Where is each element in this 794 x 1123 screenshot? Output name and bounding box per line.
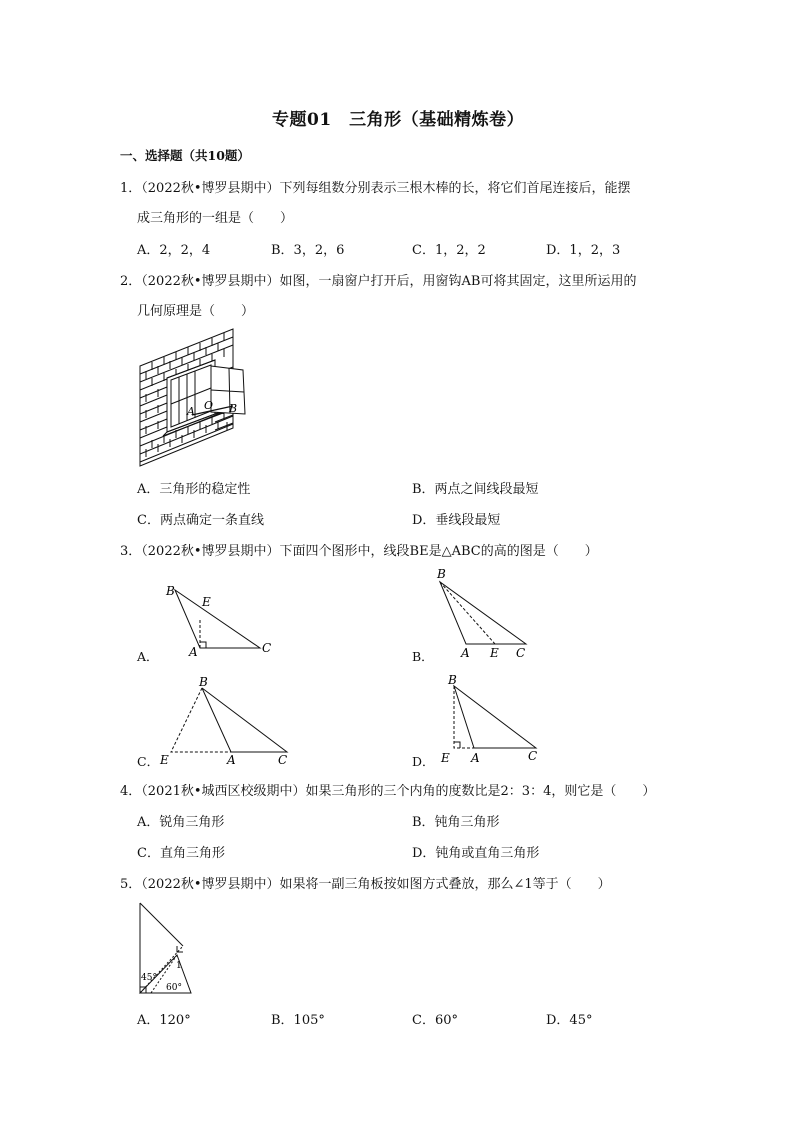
q3-option-d[interactable]: D． <box>412 754 435 769</box>
q3c-label-b: B <box>199 675 208 689</box>
q3a-label-e: E <box>202 595 211 609</box>
q3-figure-c <box>155 674 295 766</box>
q5-option-c[interactable]: C．60° <box>412 1013 458 1028</box>
q3-option-b[interactable]: B． <box>412 649 434 664</box>
q3b-label-c: C <box>516 646 526 660</box>
q3c-label-e: E <box>160 753 169 766</box>
q5-triangle-rulers-figure <box>137 900 197 996</box>
q3c-label-c: C <box>278 753 288 766</box>
q2-label-b: B <box>229 402 238 415</box>
q3b-label-a: A <box>461 646 470 660</box>
q1-option-d[interactable]: D．1，2，3 <box>546 243 621 258</box>
q5-label-45: 45° <box>141 973 157 983</box>
q3a-label-a: A <box>189 645 198 658</box>
q2-label-a: A <box>187 405 195 418</box>
section-heading: 一、选择题（共10题） <box>120 148 250 163</box>
page-title: 专题01 三角形（基础精炼卷） <box>272 110 525 130</box>
q3a-label-c: C <box>262 641 272 655</box>
q2-option-c[interactable]: C．两点确定一条直线 <box>137 513 264 528</box>
q3d-label-c: C <box>528 749 538 763</box>
q3-figure-a <box>160 580 280 658</box>
q3-stem-line1: 3．（2022秋•博罗县期中）下面四个图形中，线段BE是△ABC的高的图是（ ） <box>120 544 598 559</box>
q3d-label-e: E <box>441 751 450 765</box>
q4-option-b[interactable]: B．钝角三角形 <box>412 815 500 830</box>
q2-label-o: O <box>204 399 214 412</box>
q5-option-d[interactable]: D．45° <box>546 1013 593 1028</box>
q1-option-b[interactable]: B．3，2，6 <box>271 243 345 258</box>
q1-stem-line1: 1．（2022秋•博罗县期中）下列每组数分别表示三根木棒的长，将它们首尾连接后，能摆 <box>120 181 631 196</box>
q3b-label-b: B <box>437 567 446 581</box>
q4-stem-line1: 4．（2021秋•城西区校级期中）如果三角形的三个内角的度数比是2：3：4，则它是（ ） <box>120 784 656 799</box>
q3d-label-a: A <box>471 751 480 765</box>
q2-stem-line1: 2．（2022秋•博罗县期中）如图，一扇窗户打开后，用窗钩AB可将其固定，这里所运用的 <box>120 274 637 289</box>
q3-option-c[interactable]: C． <box>137 754 160 769</box>
q3-option-a[interactable]: A． <box>137 649 159 664</box>
q3a-label-b: B <box>166 584 175 598</box>
q5-stem-line1: 5．（2022秋•博罗县期中）如果将一副三角板按如图方式叠放，那么∠1等于（ ） <box>120 877 611 892</box>
q4-option-d[interactable]: D．钝角或直角三角形 <box>412 846 540 861</box>
q5-option-a[interactable]: A．120° <box>137 1013 191 1028</box>
q1-option-c[interactable]: C．1，2，2 <box>412 243 486 258</box>
q1-stem-line2: 成三角形的一组是（ ） <box>137 211 294 226</box>
q2-window-figure <box>137 326 249 468</box>
q5-label-60: 60° <box>166 983 182 993</box>
q2-stem-line2: 几何原理是（ ） <box>137 304 255 319</box>
q5-label-angle1: 1 <box>176 961 182 971</box>
q3c-label-a: A <box>227 753 236 766</box>
q3-figure-d <box>434 672 546 766</box>
q2-option-d[interactable]: D．垂线段最短 <box>412 513 501 528</box>
q4-option-c[interactable]: C．直角三角形 <box>137 846 225 861</box>
q3b-label-e: E <box>490 646 499 660</box>
q4-option-a[interactable]: A．锐角三角形 <box>137 815 225 830</box>
q3d-label-b: B <box>448 673 457 687</box>
q2-option-b[interactable]: B．两点之间线段最短 <box>412 482 539 497</box>
q3-figure-b <box>432 566 542 660</box>
q2-option-a[interactable]: A．三角形的稳定性 <box>137 482 251 497</box>
q1-option-a[interactable]: A．2，2，4 <box>137 243 211 258</box>
q5-option-b[interactable]: B．105° <box>271 1013 325 1028</box>
